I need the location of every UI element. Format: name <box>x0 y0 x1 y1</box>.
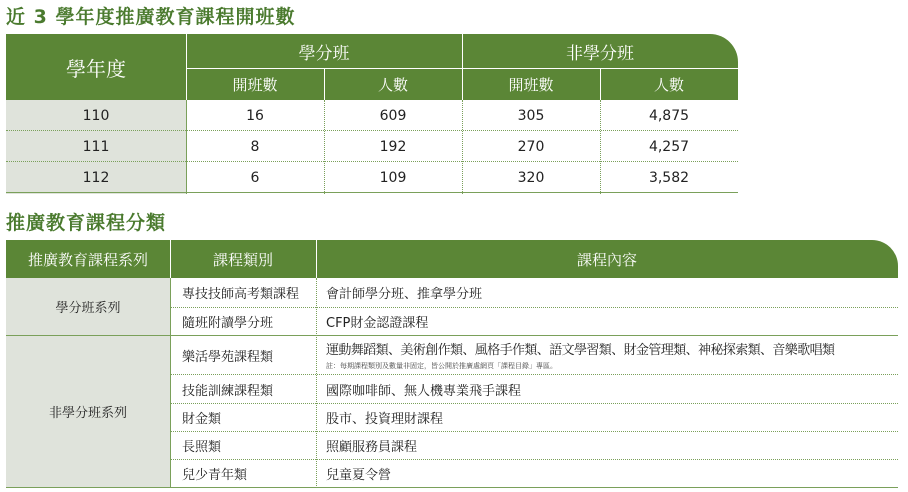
content-cell <box>326 339 896 371</box>
noncredit-people-header: 人數 <box>653 75 684 94</box>
category-cell: 技能訓練課程類 <box>182 383 274 399</box>
row-credit-classes: 6 <box>250 169 260 186</box>
header-series: 推廣教育課程系列 <box>27 250 148 269</box>
row-credit-people: 109 <box>379 169 407 186</box>
row-noncredit-people: 3,582 <box>648 169 690 186</box>
content-cell: 股市、投資理財課程 <box>326 412 444 427</box>
row-year: 111 <box>82 138 110 155</box>
row-year: 112 <box>82 169 110 186</box>
row-credit-classes: 8 <box>250 138 260 155</box>
category-cell: 樂活學苑課程類 <box>182 349 274 365</box>
section-title-class-counts: 近 3 學年度推廣教育課程開班數 <box>6 6 296 28</box>
series-noncredit: 非學分班系列 <box>48 406 127 421</box>
course-category-table <box>6 240 898 488</box>
content-cell: 國際咖啡師、無人機專業飛手課程 <box>326 383 522 399</box>
noncredit-classes-header: 開班數 <box>508 75 554 94</box>
content-cell: 兒童夏令營 <box>326 468 392 483</box>
content-cell: 會計師學分班、推拿學分班 <box>326 287 483 302</box>
content-text: 運動舞蹈類、美術創作類、風格手作類、語文學習類、財金管理類、神秘探索類、音樂歌唱類 <box>326 343 835 358</box>
content-cell: CFP財金認證課程 <box>326 316 429 331</box>
credit-group-header: 學分班 <box>298 43 350 64</box>
series-credit: 學分班系列 <box>55 301 121 316</box>
row-credit-classes: 16 <box>246 107 264 124</box>
content-cell: 照顧服務員課程 <box>326 440 418 455</box>
class-count-table <box>6 34 738 194</box>
content-note: 註：每期課程類別及數量非固定，皆公開於推廣處網頁「課程目錄」專區。 <box>326 362 557 370</box>
category-cell: 財金類 <box>182 412 222 427</box>
row-credit-people: 192 <box>379 138 407 155</box>
header-category: 課程類別 <box>212 250 273 269</box>
category-cell: 長照類 <box>182 440 222 455</box>
row-noncredit-classes: 305 <box>517 107 545 124</box>
row-credit-people: 609 <box>379 107 407 124</box>
row-noncredit-classes: 270 <box>517 138 545 155</box>
noncredit-group-header: 非學分班 <box>566 43 634 64</box>
row-noncredit-classes: 320 <box>517 169 545 186</box>
year-header: 學年度 <box>66 56 126 81</box>
row-noncredit-people: 4,875 <box>648 107 690 124</box>
section-title-course-categories: 推廣教育課程分類 <box>6 212 167 234</box>
credit-people-header: 人數 <box>377 75 408 94</box>
credit-classes-header: 開班數 <box>232 75 278 94</box>
category-cell: 隨班附讀學分班 <box>182 316 274 331</box>
row-noncredit-people: 4,257 <box>648 138 690 155</box>
row-year: 110 <box>82 107 110 124</box>
header-content: 課程內容 <box>576 250 637 269</box>
category-cell: 專技技師高考類課程 <box>182 287 300 302</box>
category-cell: 兒少青年類 <box>182 468 248 483</box>
